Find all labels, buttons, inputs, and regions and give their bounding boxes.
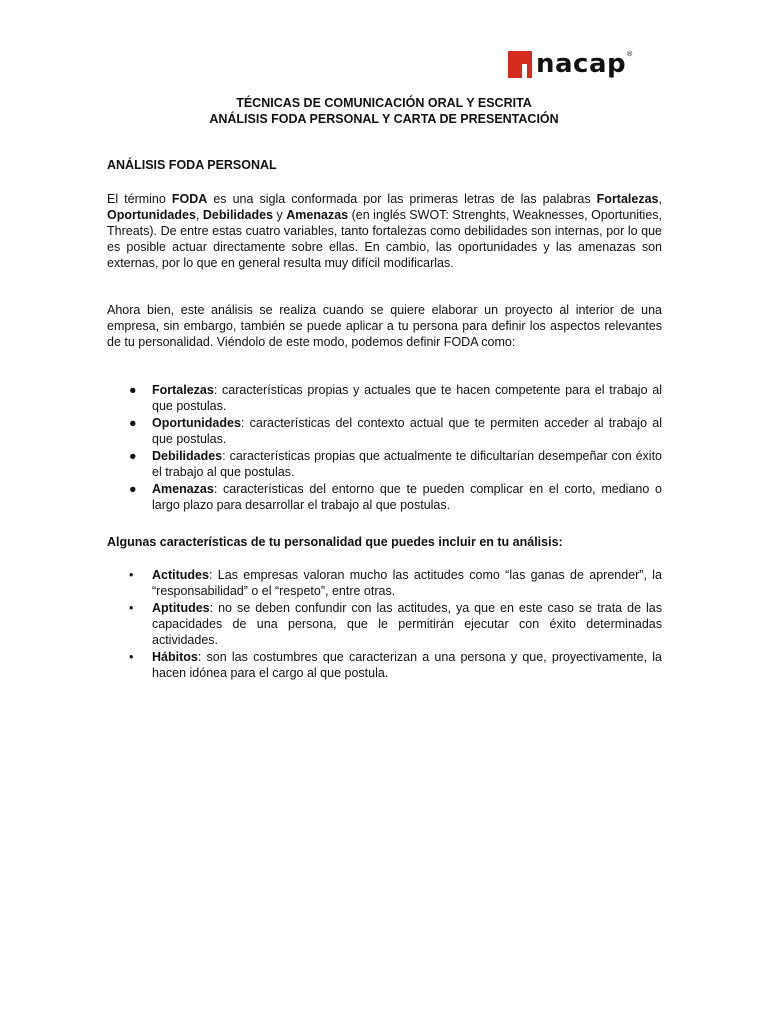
document-title-line2: ANÁLISIS FODA PERSONAL Y CARTA DE PRESENTACIÓN bbox=[209, 112, 559, 126]
bullet-icon: ● bbox=[129, 449, 137, 463]
logo-mark bbox=[508, 51, 532, 78]
characteristics-list bbox=[107, 567, 662, 682]
list-item: • Actitudes: Las empresas valoran mucho las actitudes como “las ganas de aprender”, la “responsabilidad” o el “respeto”, entre otras. bbox=[129, 568, 662, 598]
paragraph-personal-analysis: Ahora bien, este análisis se realiza cuando se quiere elaborar un proyecto al interior de una empresa, sin embargo, también se puede aplicar a tu persona para definir los aspectos relevantes de tu personalidad. Viéndolo de este modo, podemos definir FODA como: bbox=[107, 303, 662, 349]
list-item: ● Oportunidades: características del contexto actual que te permiten acceder al trabajo al que postulas. bbox=[129, 416, 662, 446]
list-item: • Aptitudes: no se deben confundir con las actitudes, ya que en este caso se trata de las capacidades de una persona, que le permitirán ejecutar con éxito determinadas actividades. bbox=[129, 601, 662, 647]
list-item: • Hábitos: son las costumbres que caracterizan a una persona y que, proyectivamente, la hacen idónea para el cargo al que postula. bbox=[129, 650, 662, 680]
inacap-logo bbox=[508, 47, 663, 81]
bullet-icon: • bbox=[129, 650, 134, 664]
document-title-line1: TÉCNICAS DE COMUNICACIÓN ORAL Y ESCRITA bbox=[236, 96, 532, 110]
foda-list bbox=[107, 382, 662, 514]
bullet-icon: ● bbox=[129, 482, 137, 496]
bullet-icon: • bbox=[129, 568, 134, 582]
bullet-icon: ● bbox=[129, 416, 137, 430]
list-item: ● Debilidades: características propias que actualmente te dificultarían desempeñar con éxito el trabajo al que postulas. bbox=[129, 449, 662, 479]
bullet-icon: • bbox=[129, 601, 134, 615]
bullet-icon: ● bbox=[129, 383, 137, 397]
section-heading-foda: ANÁLISIS FODA PERSONAL bbox=[107, 158, 277, 172]
list-item: ● Fortalezas: características propias y actuales que te hacen competente para el trabajo al que postulas. bbox=[129, 383, 662, 413]
section-heading-characteristics: Algunas características de tu personalidad que puedes incluir en tu análisis: bbox=[107, 535, 563, 549]
paragraph-foda-definition: El término FODA es una sigla conformada por las primeras letras de las palabras Fortalezas, Oportunidades, Debilidades y Amenazas (en inglés SWOT: Strenghts, Weaknesses, Oportunities, Threats). De entre estas cuatro variables, tanto fortalezas como debilidades son internas, por lo que es posible actuar directamente sobre ellas. En cambio, las oportunidades y las amenazas son externas, por lo que en general resulta muy difícil modificarlas. bbox=[107, 192, 663, 270]
logo-wordmark: nacap® bbox=[536, 49, 634, 79]
list-item: ● Amenazas: características del entorno que te pueden complicar en el corto, mediano o largo plazo para desarrollar el trabajo al que postulas. bbox=[129, 482, 662, 512]
